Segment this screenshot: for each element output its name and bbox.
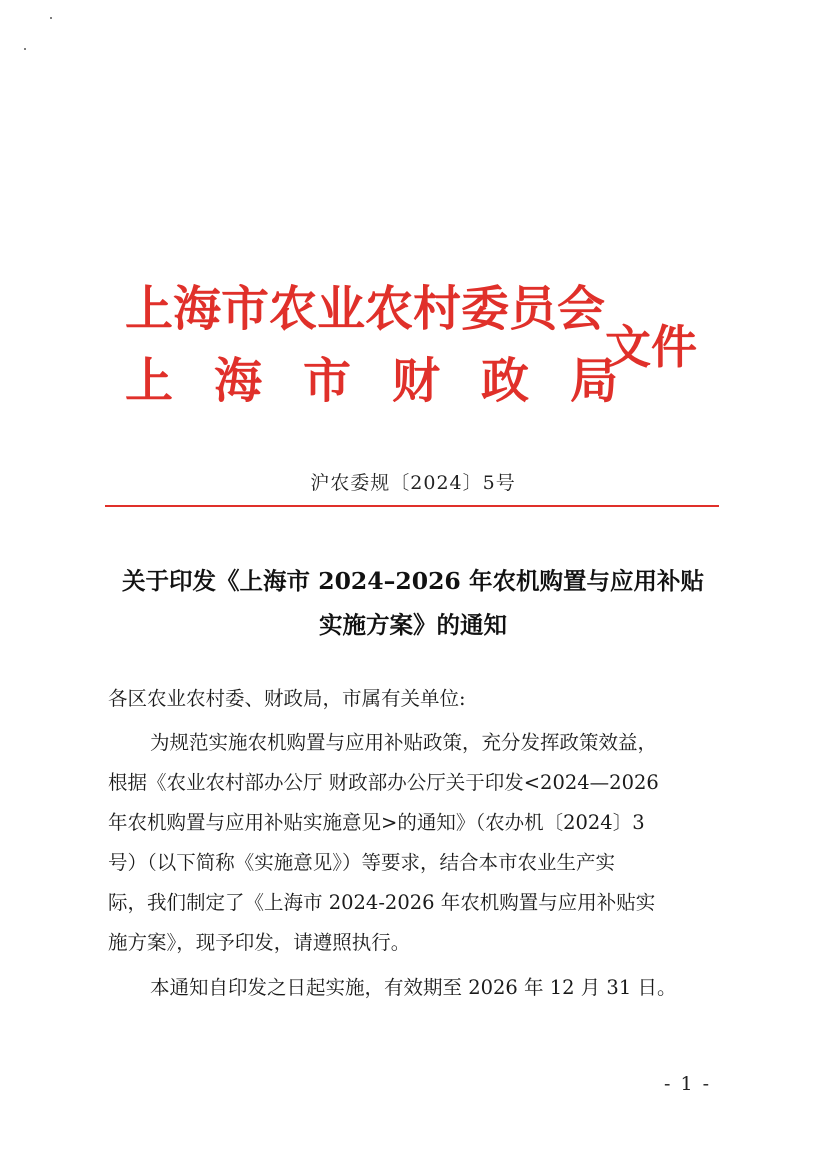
- body-line: 际，我们制定了《上海市 2024-2026 年农机购置与应用补贴实: [108, 891, 656, 914]
- document-title-line-2: 实施方案》的通知: [319, 611, 507, 639]
- document-number: 沪农委规〔2024〕5号: [310, 472, 516, 494]
- issuer-header-suffix: 文件: [605, 320, 697, 374]
- body-line: 根据《农业农村部办公厅 财政部办公厅关于印发<2024—2026: [108, 771, 659, 794]
- scan-speck: [24, 48, 26, 50]
- body-line: 本通知自印发之日起实施，有效期至 2026 年 12 月 31 日。: [150, 976, 677, 999]
- page-number: - 1 -: [664, 1073, 712, 1095]
- issuer-header-line-2: 上海市财政局: [125, 353, 660, 409]
- red-divider: [105, 505, 719, 507]
- body-line: 号）（以下简称《实施意见》）等要求，结合本市农业生产实: [108, 851, 616, 874]
- body-line: 施方案》，现予印发，请遵照执行。: [108, 931, 411, 954]
- body-line: 为规范实施农机购置与应用补贴政策，充分发挥政策效益，: [150, 731, 658, 754]
- salutation: 各区农业农村委、财政局，市属有关单位:: [108, 687, 466, 710]
- body-line: 年农机购置与应用补贴实施意见>的通知》（农办机〔2024〕3: [108, 811, 645, 834]
- document-title-line-1: 关于印发《上海市 2024–2026 年农机购置与应用补贴: [122, 567, 704, 595]
- scan-speck: [50, 17, 52, 19]
- issuer-header-line-1: 上海市农业农村委员会: [125, 281, 606, 337]
